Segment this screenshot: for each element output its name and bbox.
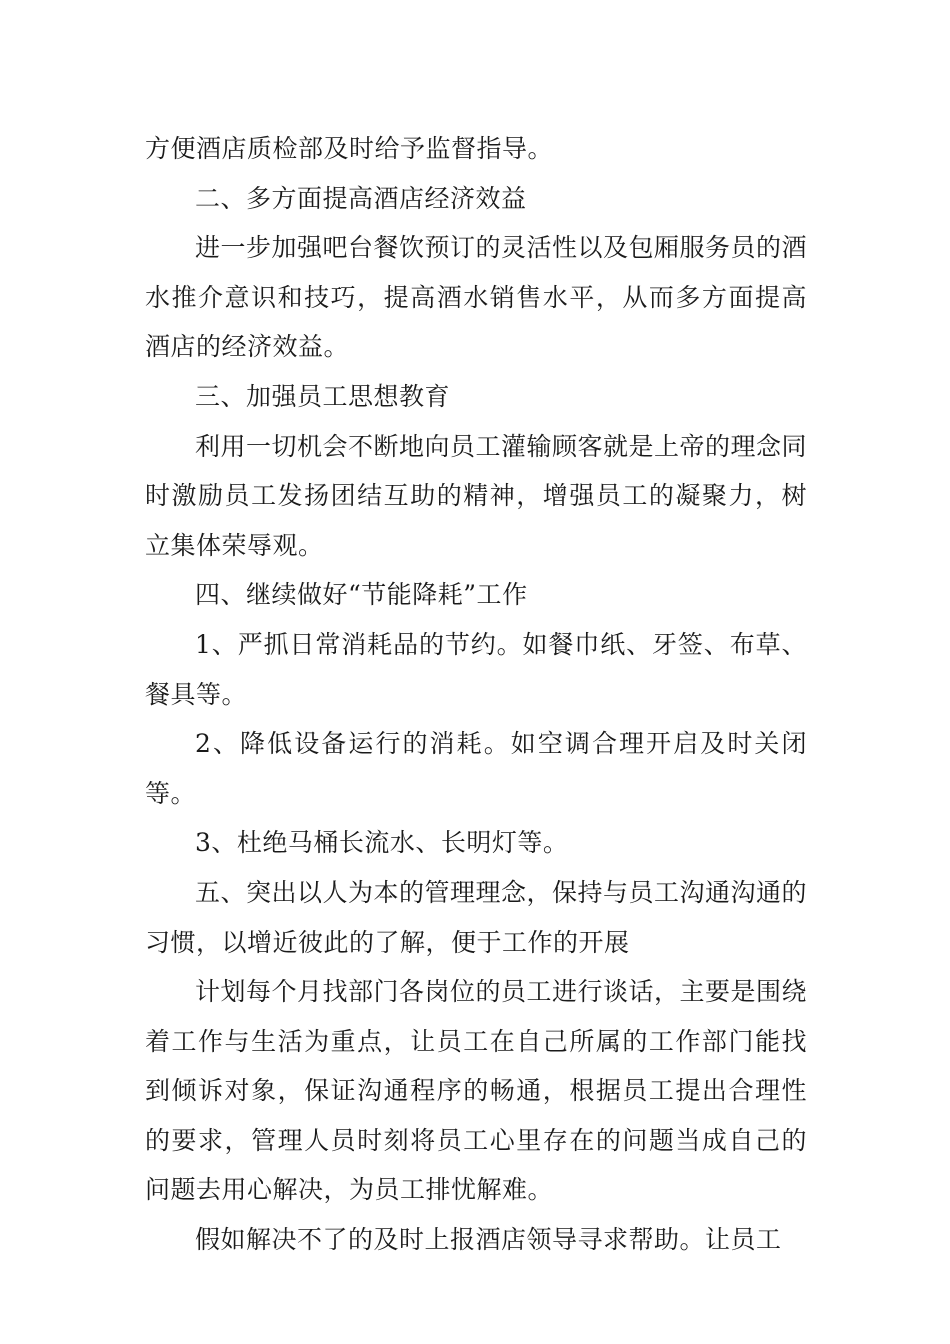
- list-item-2: 2、降低设备运行的消耗。如空调合理开启及时关闭等。: [145, 729, 807, 808]
- list-item-3: 3、杜绝马桶长流水、长明灯等。: [195, 828, 569, 858]
- heading-section-5: 五、突出以人为本的管理理念，保持与员工沟通沟通的习惯，以增近彼此的了解，便于工作的开展: [145, 877, 808, 957]
- paragraph-section-5: 计划每个月找部门各岗位的员工进行谈话，主要是围绕着工作与生活为重点，让员工在自己所属的工作部门能找到倾诉对象，保证沟通程序的畅通，根据员工提出合理性的要求，管理人员时刻将员工心里存在的问题当成自己的问题去用心解决，为员工排忧解难。: [145, 977, 808, 1205]
- list-item-1: 1、严抓日常消耗品的节约。如餐巾纸、牙签、布草、餐具等。: [145, 629, 807, 709]
- paragraph-section-2: 进一步加强吧台餐饮预订的灵活性以及包厢服务员的酒水推介意识和技巧，提高酒水销售水平，从而多方面提高酒店的经济效益。: [145, 233, 808, 362]
- paragraph-section-3: 利用一切机会不断地向员工灌输顾客就是上帝的理念同时激励员工发扬团结互助的精神，增强员工的凝聚力，树立集体荣辱观。: [145, 431, 808, 560]
- heading-section-2: 二、多方面提高酒店经济效益: [195, 183, 527, 213]
- heading-section-3: 三、加强员工思想教育: [195, 381, 451, 411]
- paragraph-section-5-continued: 假如解决不了的及时上报酒店领导寻求帮助。让员工: [195, 1225, 782, 1255]
- paragraph-continuation: 方便酒店质检部及时给予监督指导。: [145, 134, 554, 163]
- heading-section-4: 四、继续做好“节能降耗”工作: [195, 580, 528, 610]
- document-body: [145, 124, 807, 1265]
